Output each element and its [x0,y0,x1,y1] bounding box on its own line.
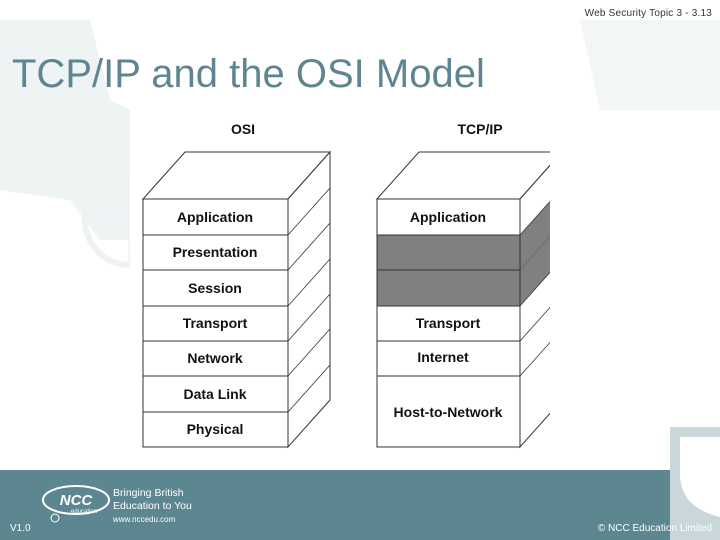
osi-label-presentation: Presentation [172,244,258,260]
tagline-line2: Education to You [113,500,192,512]
topic-header: Web Security Topic 3 - 3.13 [584,8,712,19]
tcpip-gray-band-upper [377,235,520,270]
slide-title: TCP/IP and the OSI Model [12,52,485,96]
tcpip-label-internet: Internet [417,349,469,365]
tcpip-label-host-to-network: Host-to-Network [393,404,503,420]
website-url: www.nccedu.com [113,515,176,524]
osi-label-data-link: Data Link [183,386,247,402]
osi-heading: OSI [230,121,256,137]
logo-text: NCC [59,492,93,509]
tagline-line1: Bringing British [113,487,184,499]
copyright-notice: © NCC Education Limited [597,523,712,534]
osi-label-application: Application [176,209,254,225]
tcpip-gray-band-lower [377,270,520,306]
tcpip-label-application: Application [409,209,487,225]
osi-label-network: Network [187,350,243,366]
osi-label-physical: Physical [186,421,244,437]
osi-label-transport: Transport [182,315,248,331]
version-label: V1.0 [10,523,31,534]
logo-subtext: education [70,509,98,515]
tcpip-stack [377,152,550,447]
osi-stack [143,152,330,447]
tagline [113,487,192,526]
tcpip-label-transport: Transport [415,315,481,331]
tcpip-heading: TCP/IP [457,121,503,137]
osi-label-session: Session [188,280,242,296]
osi-tcpip-diagram [130,110,550,470]
ncc-logo [40,484,110,524]
